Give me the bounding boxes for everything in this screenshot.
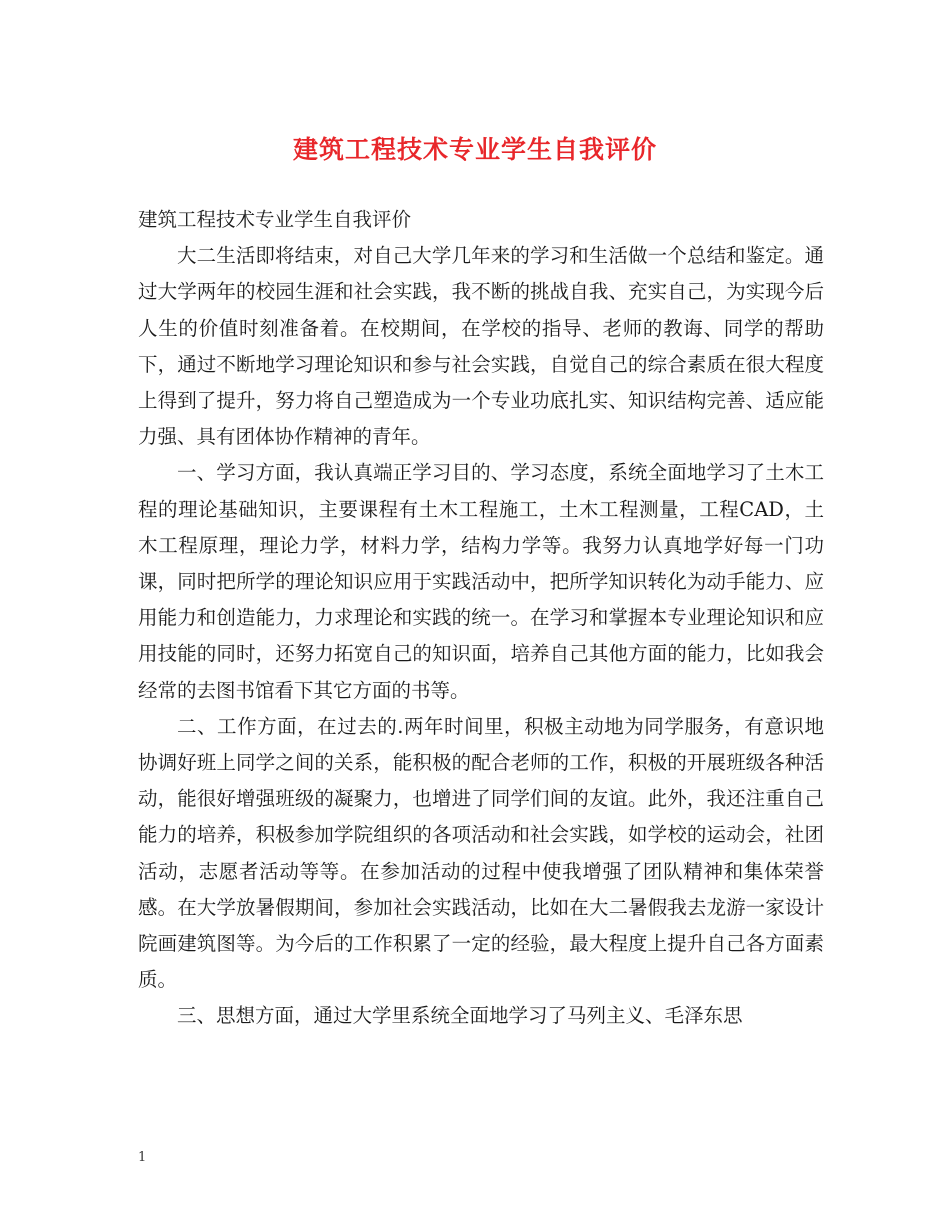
paragraph-study: 一、学习方面，我认真端正学习目的、学习态度，系统全面地学习了土木工程的理论基础知识，主要课程有土木工程施工，土木工程测量，工程CAD，土木工程原理，理论力学，材料力学，结构力学等。我努力认真地学好每一门功课，同时把所学的理论知识应用于实践活动中，把所学知识转化为动手能力、应用能力和创造能力，力求理论和实践的统一。在学习和掌握本专业理论知识和应用技能的同时，还努力拓宽自己的知识面，培养自己其他方面的能力，比如我会经常的去图书馆看下其它方面的书等。 <box>138 461 824 702</box>
document-subtitle: 建筑工程技术专业学生自我评价 <box>138 208 412 231</box>
paragraph-work: 二、工作方面，在过去的.两年时间里，积极主动地为同学服务，有意识地协调好班上同学之间的关系，能积极的配合老师的工作，积极的开展班级各种活动，能很好增强班级的凝聚力，也增进了同学们间的友谊。此外，我还注重自己能力的培养，积极参加学院组织的各项活动和社会实践，如学校的运动会，社团活动，志愿者活动等等。在参加活动的过程中使我增强了团队精神和集体荣誉感。在大学放暑假期间，参加社会实践活动，比如在大二暑假我去龙游一家设计院画建筑图等。为今后的工作积累了一定的经验，最大程度上提升自己各方面素质。 <box>138 714 824 992</box>
paragraph-intro: 大二生活即将结束，对自己大学几年来的学习和生活做一个总结和鉴定。通过大学两年的校园生涯和社会实践，我不断的挑战自我、充实自己，为实现今后人生的价值时刻准备着。在校期间，在学校的指导、老师的教诲、同学的帮助下，通过不断地学习理论知识和参与社会实践，自觉自己的综合素质在很大程度上得到了提升，努力将自己塑造成为一个专业功底扎实、知识结构完善、适应能力强、具有团体协作精神的青年。 <box>138 244 824 449</box>
page-number: 1 <box>138 1150 147 1165</box>
paragraph-thought: 三、思想方面，通过大学里系统全面地学习了马列主义、毛泽东思 <box>177 1004 743 1028</box>
document-body <box>138 202 824 1035</box>
document-title: 建筑工程技术专业学生自我评价 <box>292 135 657 164</box>
